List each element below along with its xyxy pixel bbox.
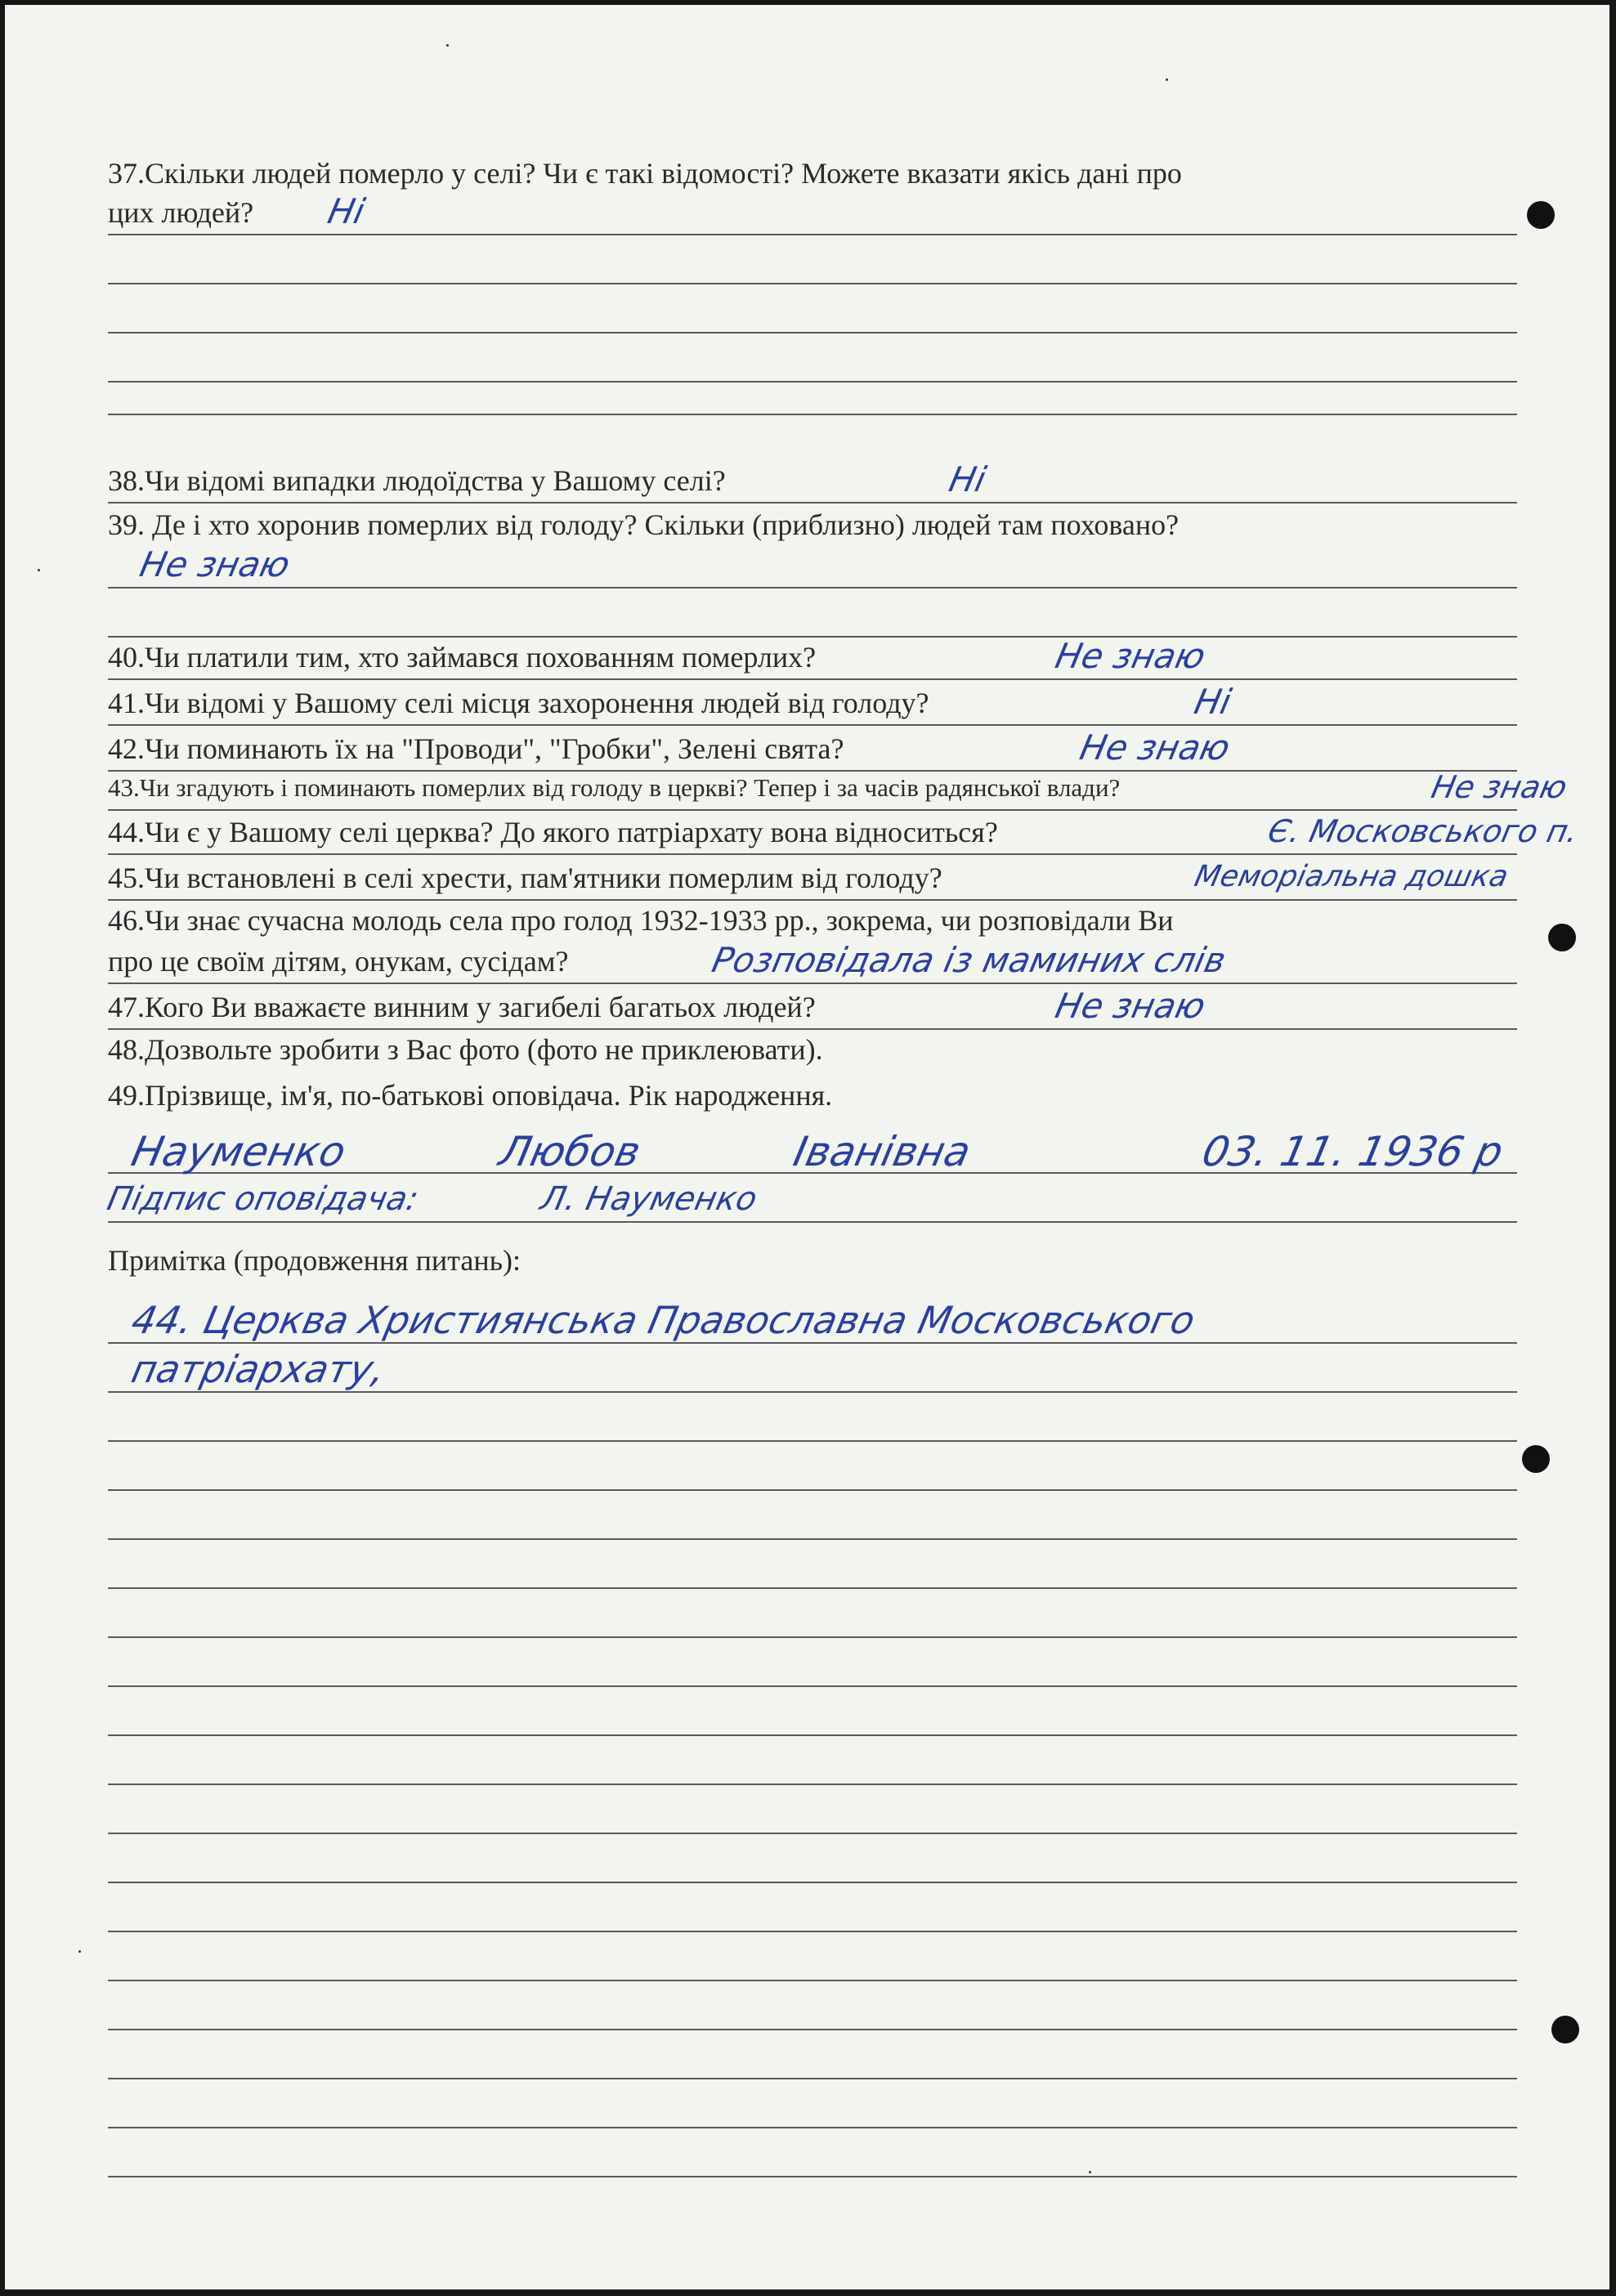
answer-40: Не знаю — [1051, 636, 1209, 676]
blank-line — [108, 1785, 1517, 1834]
narrator-birth-date: 03. 11. 1936 р — [1197, 1128, 1507, 1175]
answer-43: Не знаю — [1428, 769, 1571, 805]
question-37-line-1: 37.Скільки людей померло у селі? Чи є такі відомості? Можете вказати якісь дані про — [108, 157, 1182, 190]
answer-44: Є. Московського п. — [1265, 813, 1582, 849]
note-line-2 — [108, 1344, 1517, 1393]
signature: Л. Науменко — [537, 1180, 761, 1218]
blank-line — [108, 1883, 1517, 1932]
blank-line — [108, 1589, 1517, 1638]
answer-line-41 — [108, 677, 1517, 726]
answer-37: Ні — [324, 191, 369, 231]
answer-line-46 — [108, 935, 1517, 984]
blank-line — [108, 366, 1517, 415]
question-37-line-2: цих людей? — [108, 196, 254, 229]
answer-line-43 — [108, 762, 1571, 811]
answer-47: Не знаю — [1051, 986, 1209, 1026]
punch-hole — [1527, 201, 1555, 229]
answer-line-45 — [108, 852, 1517, 901]
answer-line-38 — [108, 454, 1517, 504]
question-48: 48.Дозвольте зробити з Вас фото (фото не приклеювати). — [108, 1033, 823, 1066]
question-49: 49.Прізвище, ім'я, по-батькові оповідача. Рік народження. — [108, 1079, 833, 1112]
blank-line — [108, 2128, 1517, 2177]
blank-line — [108, 1981, 1517, 2030]
answer-39: Не знаю — [136, 544, 293, 584]
answer-line-44 — [108, 806, 1582, 855]
paper-speck — [78, 1950, 81, 1953]
blank-line — [108, 1687, 1517, 1736]
blank-line — [108, 1638, 1517, 1687]
blank-line — [108, 2030, 1517, 2079]
note-label: Примітка (продовження питань): — [108, 1244, 522, 1277]
question-39: 39. Де і хто хоронив померлих від голоду? Скільки (приблизно) людей там поховано? — [108, 508, 1180, 541]
questionnaire-page — [5, 5, 1609, 2289]
question-40: 40.Чи платили тим, хто займався похованням померлих? — [108, 641, 817, 674]
question-45: 45.Чи встановлені в селі хрести, пам'ятники померлим від голоду? — [108, 862, 942, 894]
answer-46: Розповідала із маминих слів — [708, 940, 1230, 980]
punch-hole — [1551, 2016, 1579, 2043]
answer-42: Не знаю — [1076, 727, 1233, 768]
blank-line — [108, 1491, 1517, 1540]
question-47: 47.Кого Ви вважаєте винним у загибелі багатьох людей? — [108, 991, 816, 1023]
blank-line — [108, 1834, 1517, 1883]
note-line-1 — [108, 1287, 1517, 1344]
answer-45: Меморіальна дошка — [1191, 860, 1511, 893]
narrator-patronymic: Іванівна — [789, 1128, 975, 1175]
blank-line — [108, 284, 1517, 333]
blank-line — [108, 1540, 1517, 1589]
question-44: 44.Чи є у Вашому селі церква? До якого патріархату вона відноситься? — [108, 816, 998, 848]
question-46-line-2: про це своїм дітям, онукам, сусідам? — [108, 945, 569, 978]
blank-line — [108, 1442, 1517, 1491]
question-46-line-1: 46.Чи знає сучасна молодь села про голод 1932-1933 рр., зокрема, чи розповідали Ви — [108, 904, 1174, 937]
note-text-2: патріархату, — [128, 1347, 390, 1391]
question-42: 42.Чи поминають їх на "Проводи", "Гробки", Зелені свята? — [108, 732, 844, 765]
answer-38: Ні — [945, 459, 990, 499]
answer-line-37 — [108, 186, 1517, 235]
paper-speck — [1166, 78, 1168, 81]
punch-hole — [1522, 1445, 1550, 1473]
blank-line — [108, 1736, 1517, 1785]
question-38: 38.Чи відомі випадки людоїдства у Вашому селі? — [108, 464, 726, 497]
question-41: 41.Чи відомі у Вашому селі місця захоронення людей від голоду? — [108, 687, 929, 719]
answer-line-39 — [108, 539, 1517, 589]
narrator-surname: Науменко — [127, 1128, 350, 1175]
answer-line-40 — [108, 631, 1517, 680]
signature-label: Підпис оповідача: — [104, 1180, 423, 1218]
answer-line-47 — [108, 981, 1517, 1030]
question-43: 43.Чи згадують і поминають померлих від голоду в церкві? Тепер і за часів радянської влади? — [108, 773, 1121, 802]
blank-line — [108, 589, 1517, 638]
blank-line — [108, 1393, 1517, 1442]
paper-speck — [1089, 2171, 1091, 2173]
answer-41: Ні — [1190, 682, 1235, 722]
paper-speck — [446, 44, 449, 47]
narrator-first-name: Любов — [495, 1128, 645, 1175]
paper-speck — [38, 569, 40, 571]
blank-line — [108, 2079, 1517, 2128]
blank-line — [108, 235, 1517, 284]
punch-hole — [1548, 924, 1576, 951]
signature-line — [104, 1174, 1517, 1223]
narrator-line — [108, 1117, 1517, 1174]
note-text-1: 44. Церква Християнська Православна Московського — [128, 1298, 1199, 1342]
blank-line — [108, 1932, 1517, 1981]
